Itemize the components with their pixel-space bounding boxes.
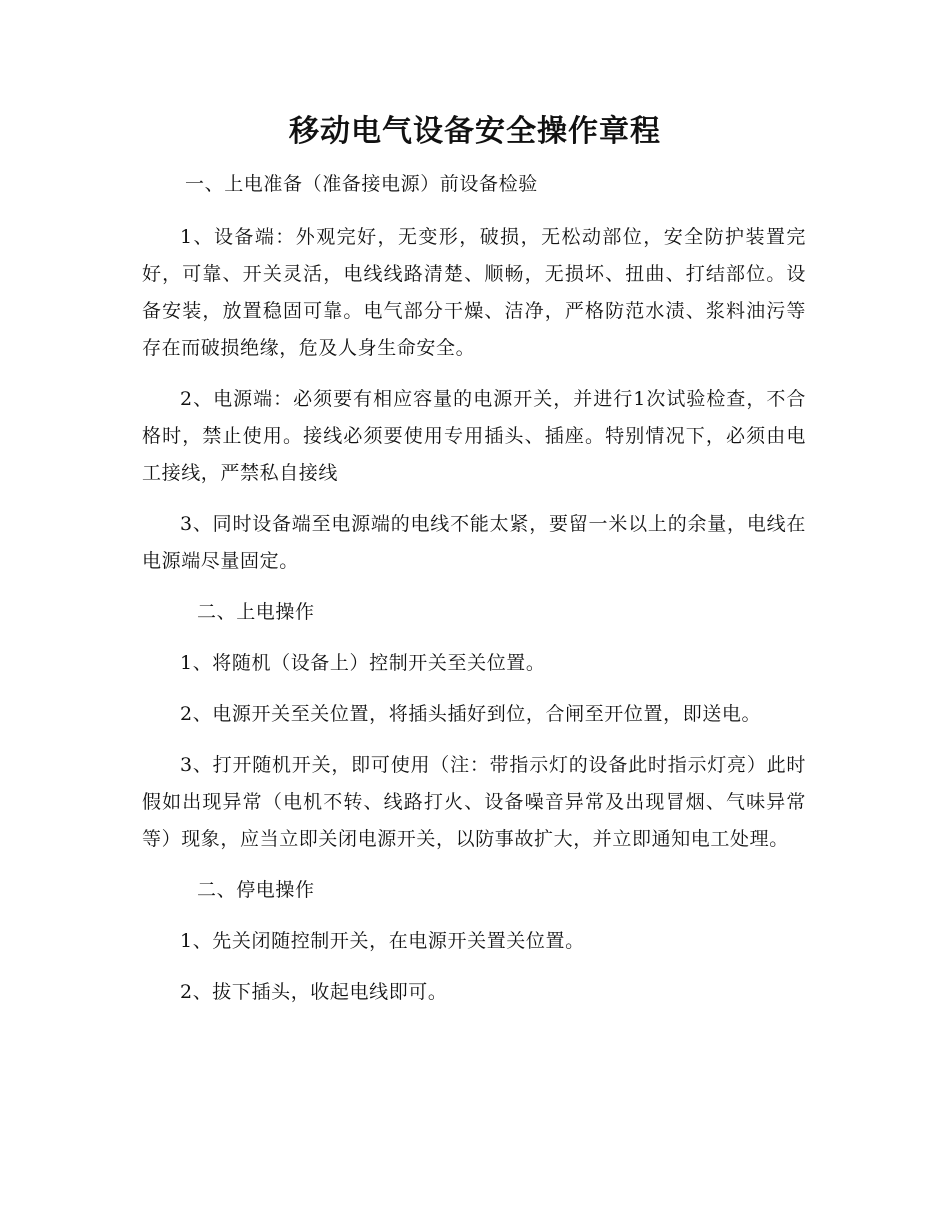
paragraph-1-1: 1、设备端：外观完好，无变形，破损，无松动部位，安全防护装置完好，可靠、开关灵活，电线线路清楚、顺畅，无损坏、扭曲、打结部位。设备安装，放置稳固可靠。电气部分干燥、洁净，严格防范水渍、浆料油污等存在而破损绝缘，危及人身生命安全。 bbox=[142, 226, 806, 359]
section-heading-1: 一、上电准备（准备接电源）前设备检验 bbox=[185, 173, 538, 195]
paragraph-1-3: 3、同时设备端至电源端的电线不能太紧，要留一米以上的余量，电线在电源端尽量固定。 bbox=[142, 513, 806, 572]
paragraph-1-2: 2、电源端：必须要有相应容量的电源开关，并进行1次试验检查，不合格时，禁止使用。接线必须要使用专用插头、插座。特别情况下，必须由电工接线，严禁私自接线 bbox=[142, 388, 806, 484]
paragraph-2-1: 1、将随机（设备上）控制开关至关位置。 bbox=[180, 652, 546, 674]
section-heading-3: 二、停电操作 bbox=[197, 879, 315, 901]
paragraph-2-3: 3、打开随机开关，即可使用（注：带指示灯的设备此时指示灯亮）此时假如出现异常（电机不转、线路打火、设备噪音异常及出现冒烟、气味异常等）现象，应当立即关闭电源开关，以防事故扩大，并立即通知电工处理。 bbox=[142, 754, 806, 850]
paragraph-3-1: 1、先关闭随控制开关，在电源开关置关位置。 bbox=[180, 930, 585, 952]
section-heading-2: 二、上电操作 bbox=[197, 601, 315, 623]
paragraph-3-2: 2、拔下插头，收起电线即可。 bbox=[180, 981, 448, 1003]
paragraph-2-2: 2、电源开关至关位置，将插头插好到位，合闸至开位置，即送电。 bbox=[180, 703, 762, 725]
document-body bbox=[142, 166, 806, 1011]
document-title: 移动电气设备安全操作章程 bbox=[289, 114, 661, 149]
